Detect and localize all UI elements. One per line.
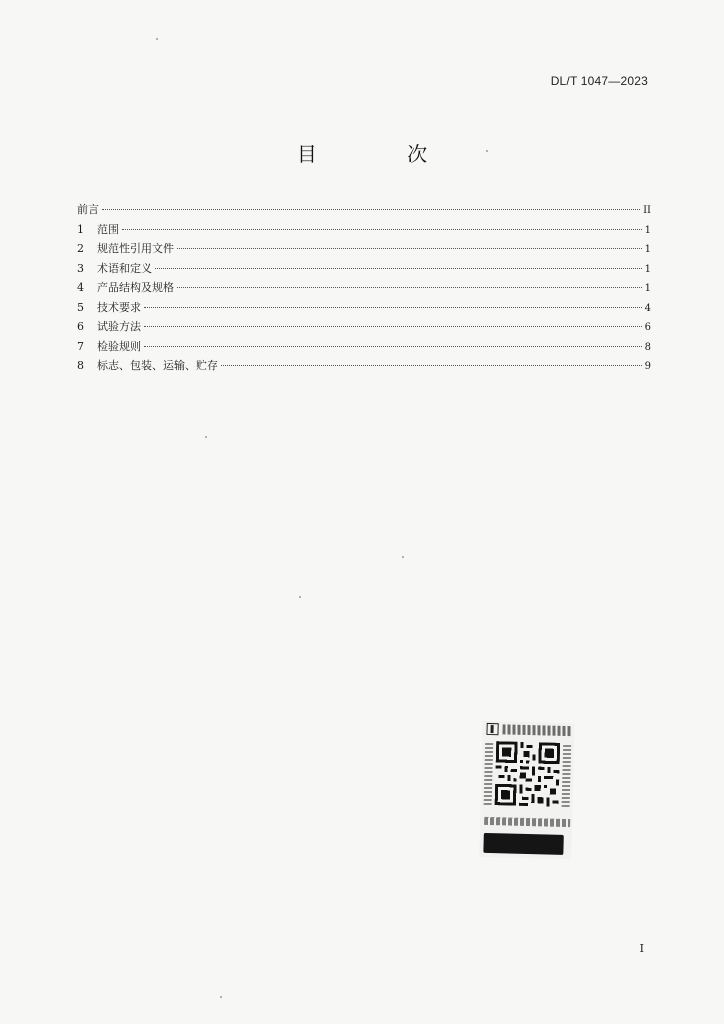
toc-leader-dots bbox=[122, 229, 642, 230]
toc-entry-title: 产品结构及规格 bbox=[97, 281, 174, 294]
toc-entry-terms-definitions[interactable] bbox=[77, 259, 651, 279]
toc-entry-page: 9 bbox=[644, 361, 651, 372]
toc-entry-title: 术语和定义 bbox=[97, 261, 152, 275]
toc-entry-product-structure[interactable] bbox=[77, 278, 651, 298]
toc-entry-number: 6 bbox=[77, 320, 84, 333]
toc-leader-dots bbox=[155, 268, 642, 269]
page-number: I bbox=[639, 942, 644, 955]
publisher-logo-lettering bbox=[502, 724, 570, 736]
toc-list bbox=[77, 200, 651, 376]
toc-entry-marking-packaging[interactable] bbox=[77, 356, 651, 376]
scratch-off-code[interactable] bbox=[483, 833, 563, 855]
toc-entry-normative-references[interactable] bbox=[77, 239, 651, 259]
scan-speck bbox=[299, 596, 301, 598]
toc-entry-test-methods[interactable] bbox=[77, 317, 651, 337]
sticker-side-print bbox=[562, 745, 572, 807]
sticker-caption bbox=[484, 817, 570, 827]
toc-entry-title: 前言 bbox=[77, 203, 99, 216]
toc-entry-number: 7 bbox=[77, 339, 84, 353]
scan-speck bbox=[205, 436, 207, 438]
toc-entry-title: 检验规则 bbox=[97, 339, 141, 353]
toc-entry-scope[interactable] bbox=[77, 220, 651, 240]
toc-entry-page: 1 bbox=[644, 224, 651, 236]
toc-entry-number: 2 bbox=[77, 242, 84, 255]
standard-code: DL/T 1047—2023 bbox=[550, 74, 648, 88]
scan-speck bbox=[402, 556, 404, 558]
scan-speck bbox=[220, 996, 222, 998]
toc-entry-inspection-rules[interactable] bbox=[77, 337, 651, 357]
scan-speck bbox=[486, 150, 488, 152]
toc-entry-page: 8 bbox=[644, 341, 651, 353]
toc-entry-title: 试验方法 bbox=[97, 320, 141, 333]
publisher-logo-icon bbox=[486, 723, 498, 735]
toc-leader-dots bbox=[221, 365, 642, 366]
toc-entry-page: II bbox=[643, 205, 651, 216]
toc-leader-dots bbox=[144, 346, 642, 347]
toc-entry-number: 5 bbox=[77, 300, 84, 314]
sticker-side-print bbox=[484, 743, 494, 805]
toc-entry-page: 4 bbox=[644, 302, 651, 314]
toc-entry-title: 技术要求 bbox=[97, 300, 141, 314]
toc-leader-dots bbox=[177, 287, 642, 288]
toc-entry-title: 标志、包装、运输、贮存 bbox=[97, 359, 218, 372]
toc-entry-title: 范围 bbox=[97, 222, 119, 236]
toc-entry-page: 1 bbox=[644, 244, 651, 255]
publisher-qr-sticker bbox=[479, 721, 575, 859]
toc-entry-number: 1 bbox=[77, 222, 84, 236]
toc-entry-technical-requirements[interactable] bbox=[77, 298, 651, 318]
toc-entry-page: 6 bbox=[644, 322, 651, 333]
toc-entry-number: 8 bbox=[77, 359, 84, 372]
toc-entry-number: 3 bbox=[77, 261, 84, 275]
toc-leader-dots bbox=[144, 326, 642, 327]
toc-leader-dots bbox=[144, 307, 642, 308]
toc-entry-page: 1 bbox=[644, 263, 651, 275]
qr-code-icon[interactable] bbox=[495, 741, 561, 807]
toc-leader-dots bbox=[102, 209, 640, 210]
toc-entry-number: 4 bbox=[77, 281, 84, 294]
toc-entry-foreword[interactable] bbox=[77, 200, 651, 220]
toc-leader-dots bbox=[177, 248, 642, 249]
toc-entry-title: 规范性引用文件 bbox=[97, 242, 174, 255]
publisher-logo bbox=[484, 721, 572, 741]
toc-entry-page: 1 bbox=[644, 283, 651, 294]
toc-title: 目 次 bbox=[296, 142, 470, 166]
scan-speck bbox=[156, 38, 158, 40]
